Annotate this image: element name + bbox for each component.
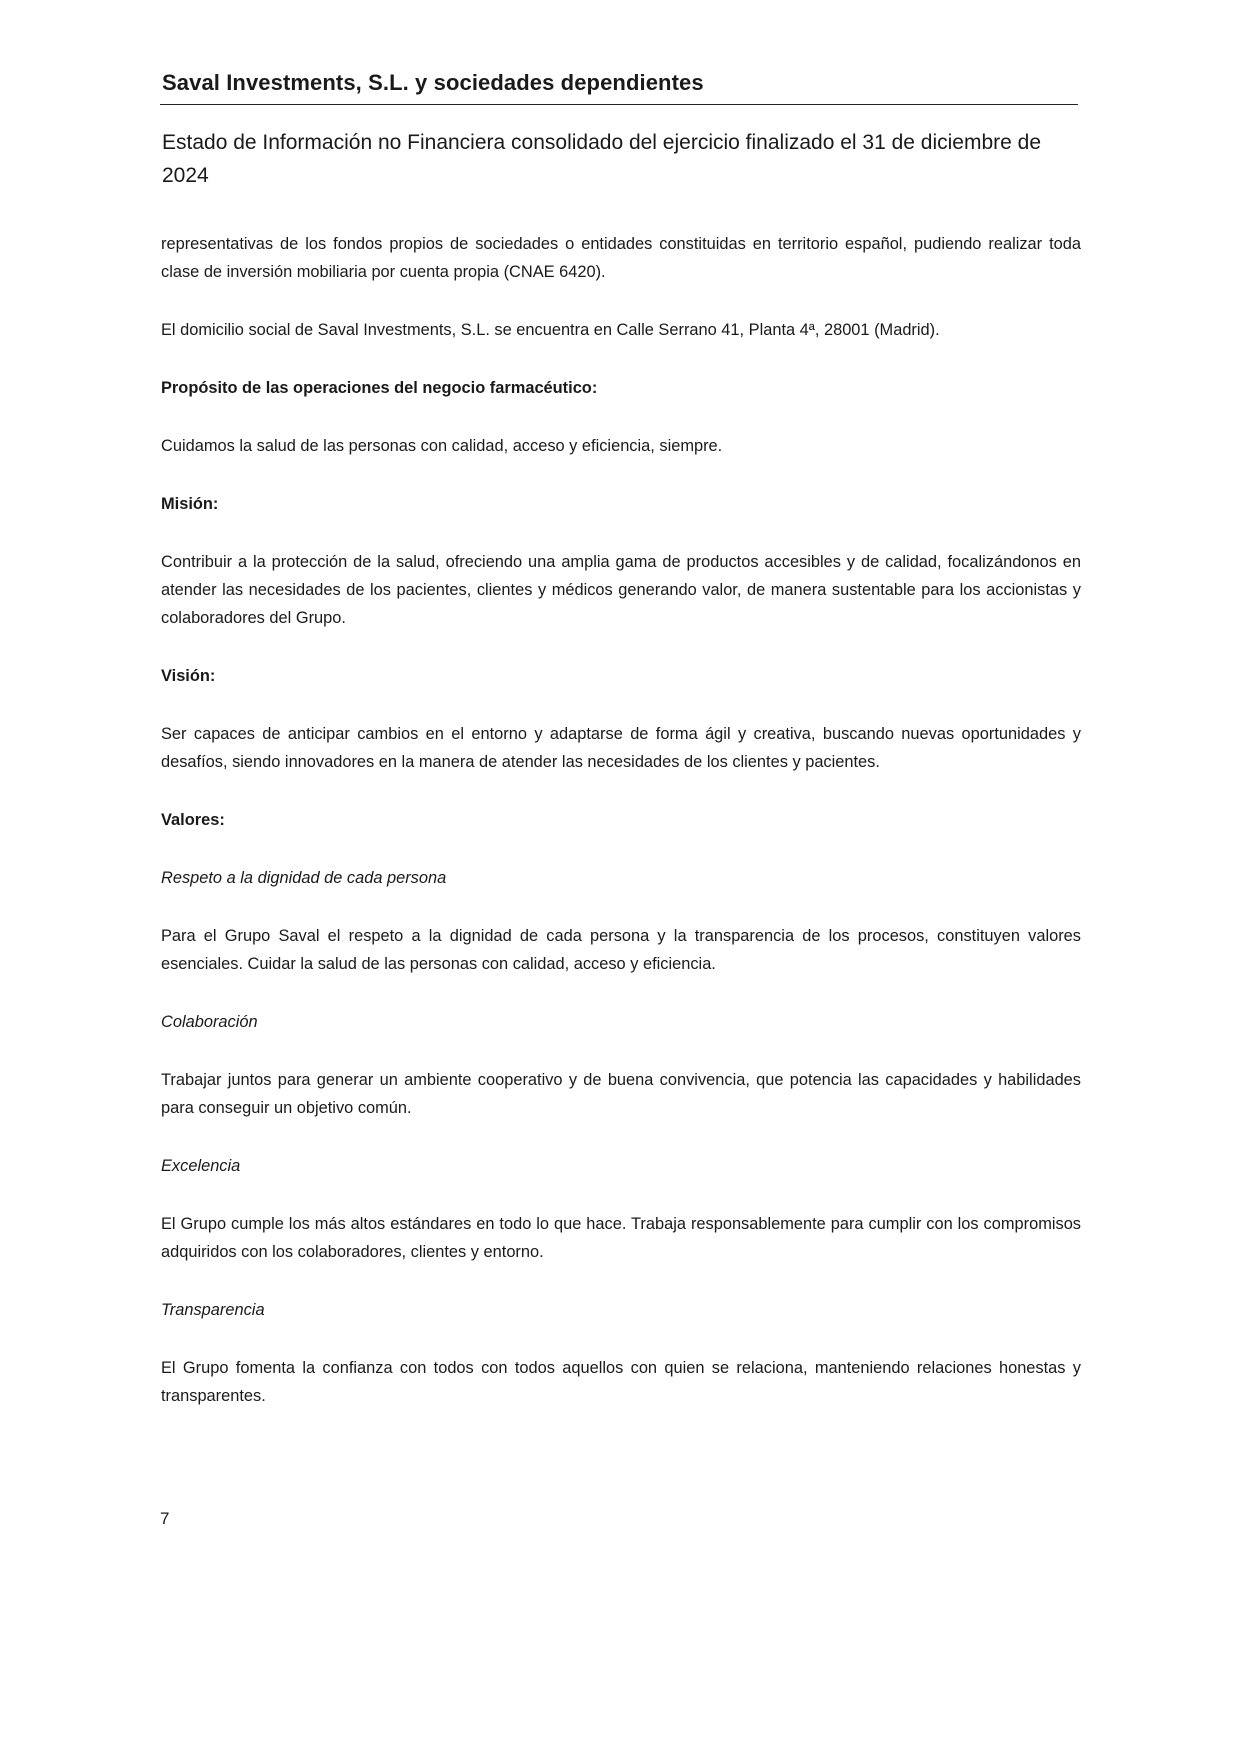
mission-heading: Misión: <box>161 495 219 513</box>
intro-continuation-paragraph: representativas de los fondos propios de sociedades o entidades constituidas en territorio español, pudiendo realizar toda clase de inversión mobiliaria por cuenta propia (CNAE 6420). <box>161 235 1081 281</box>
value-title-colaboracion: Colaboración <box>161 1013 258 1031</box>
value-title-transparencia: Transparencia <box>161 1301 265 1319</box>
value-text-transparencia: El Grupo fomenta la confianza con todos con todos aquellos con quien se relaciona, manteniendo relaciones honestas y transparentes. <box>161 1359 1081 1405</box>
header-divider <box>160 104 1078 105</box>
report-title: Estado de Información no Financiera consolidado del ejercicio finalizado el 31 de diciembre de 2024 <box>162 131 1042 187</box>
values-heading: Valores: <box>161 811 225 829</box>
value-title-respeto: Respeto a la dignidad de cada persona <box>161 869 447 887</box>
value-text-colaboracion: Trabajar juntos para generar un ambiente cooperativo y de buena convivencia, que potencia las capacidades y habilidades para conseguir un objetivo común. <box>161 1071 1081 1117</box>
document-body <box>161 230 1081 1410</box>
value-text-respeto: Para el Grupo Saval el respeto a la dignidad de cada persona y la transparencia de los procesos, constituyen valores esenciales. Cuidar la salud de las personas con calidad, acceso y eficiencia. <box>161 927 1081 973</box>
vision-paragraph: Ser capaces de anticipar cambios en el entorno y adaptarse de forma ágil y creativa, buscando nuevas oportunidades y desafíos, siendo innovadores en la manera de atender las necesidades de los clientes y pacientes. <box>161 725 1081 771</box>
page-number: 7 <box>160 1509 170 1528</box>
mission-paragraph: Contribuir a la protección de la salud, ofreciendo una amplia gama de productos accesibles y de calidad, focalizándonos en atender las necesidades de los pacientes, clientes y médicos generando valor, de manera sustentable para los accionistas y colaboradores del Grupo. <box>161 553 1081 627</box>
vision-heading: Visión: <box>161 667 216 685</box>
domicile-paragraph: El domicilio social de Saval Investments, S.L. se encuentra en Calle Serrano 41, Planta 4ª, 28001 (Madrid). <box>161 321 940 339</box>
company-title: Saval Investments, S.L. y sociedades dependientes <box>162 70 704 95</box>
value-title-excelencia: Excelencia <box>161 1157 241 1175</box>
purpose-heading: Propósito de las operaciones del negocio farmacéutico: <box>161 379 598 397</box>
purpose-paragraph: Cuidamos la salud de las personas con calidad, acceso y eficiencia, siempre. <box>161 437 723 455</box>
value-text-excelencia: El Grupo cumple los más altos estándares en todo lo que hace. Trabaja responsablemente para cumplir con los compromisos adquiridos con los colaboradores, clientes y entorno. <box>161 1215 1081 1261</box>
